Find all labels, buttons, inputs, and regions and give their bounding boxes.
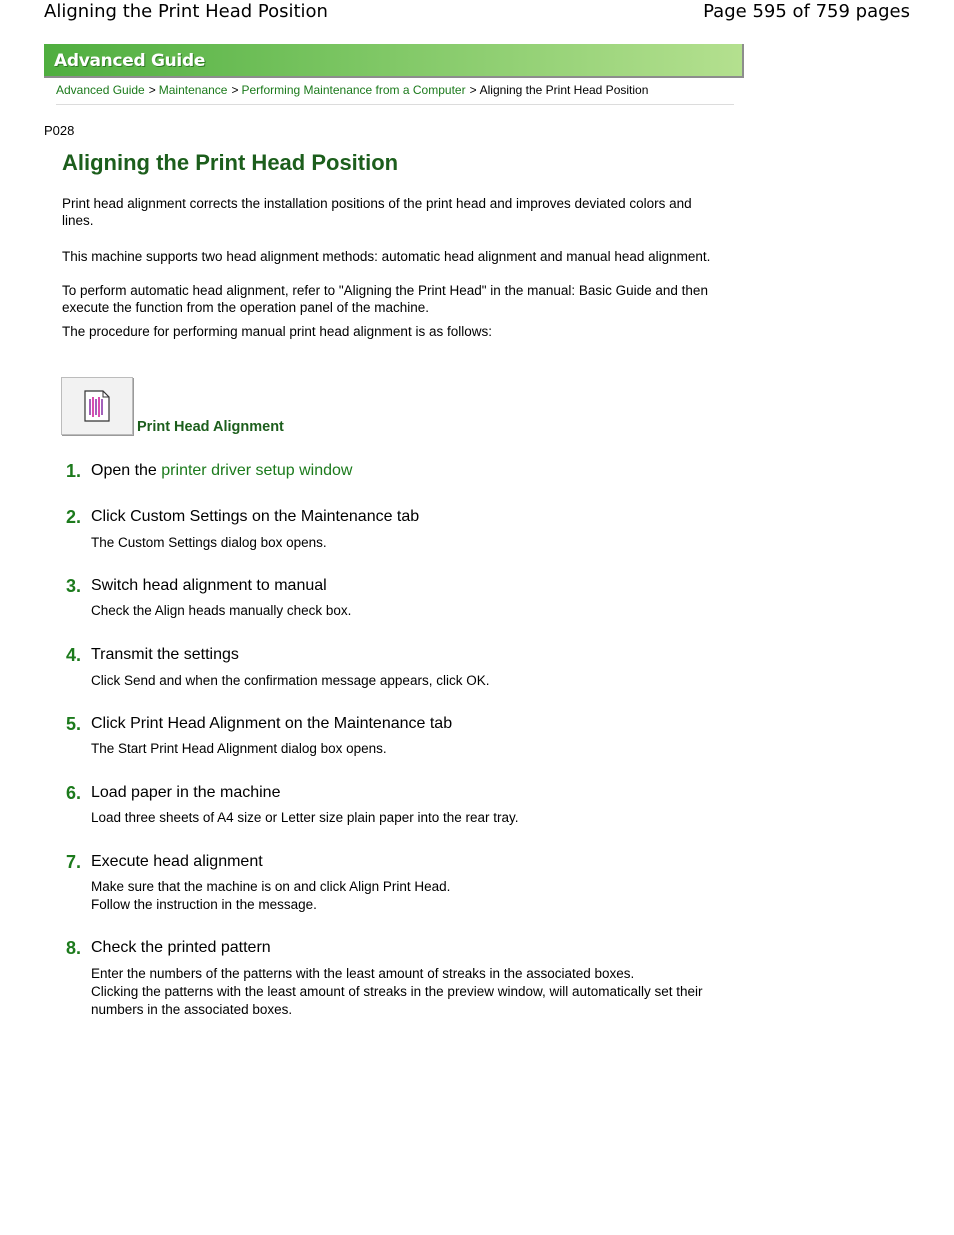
step-description: Follow the instruction in the message.	[91, 897, 317, 912]
step-number: 1.	[66, 461, 82, 481]
step-description: Load three sheets of A4 size or Letter size plain paper into the rear tray.	[91, 810, 519, 825]
breadcrumb-divider	[56, 104, 734, 105]
step-number: 5.	[66, 714, 82, 734]
page-header-title: Aligning the Print Head Position	[44, 1, 328, 22]
step-title-prefix: Open the	[91, 462, 162, 479]
page-counter: Page 595 of 759 pages	[703, 1, 910, 22]
page-title: Aligning the Print Head Position	[62, 150, 399, 175]
methods-paragraph: This machine supports two head alignment methods: automatic head alignment and manual head alignment.	[62, 249, 711, 264]
breadcrumb-advanced-guide[interactable]: Advanced Guide	[56, 83, 145, 97]
step-number: 4.	[66, 645, 82, 665]
procedure-paragraph: The procedure for performing manual print head alignment is as follows:	[62, 324, 492, 339]
banner-label: Advanced Guide	[54, 51, 206, 71]
breadcrumb-separator: >	[469, 83, 477, 97]
step-title: Execute head alignment	[91, 853, 263, 870]
step-description: Make sure that the machine is on and click Align Print Head.	[91, 879, 451, 894]
breadcrumb	[56, 83, 648, 97]
automatic-alignment-paragraph: To perform automatic head alignment, refer to "Aligning the Print Head" in the manual: Basic Guide and then execute the function from the operation panel of the machine.	[62, 283, 708, 315]
print-head-alignment-button[interactable]	[61, 377, 133, 435]
breadcrumb-separator: >	[231, 83, 239, 97]
breadcrumb-maintenance[interactable]: Maintenance	[158, 83, 228, 97]
step-number: 8.	[66, 938, 82, 958]
step-number: 6.	[66, 783, 82, 803]
breadcrumb-separator: >	[148, 83, 156, 97]
step-description: Check the Align heads manually check box.	[91, 603, 352, 618]
intro-paragraph: Print head alignment corrects the installation positions of the print head and improves deviated colors and lines.	[62, 196, 692, 228]
step-description: The Start Print Head Alignment dialog box opens.	[91, 741, 387, 756]
step-description: The Custom Settings dialog box opens.	[91, 535, 327, 550]
step-title: Transmit the settings	[91, 646, 239, 663]
breadcrumb-current: Aligning the Print Head Position	[479, 83, 649, 97]
step-number: 7.	[66, 852, 82, 872]
step-number: 2.	[66, 507, 82, 527]
print-head-alignment-icon	[84, 390, 110, 422]
print-head-alignment-label: Print Head Alignment	[137, 419, 284, 435]
step-title: Check the printed pattern	[91, 939, 271, 956]
page-code: P028	[44, 123, 75, 138]
step-number: 3.	[66, 576, 82, 596]
step-title: Click Print Head Alignment on the Maintenance tab	[91, 715, 453, 732]
step-description: Enter the numbers of the patterns with the least amount of streaks in the associated boxes.	[91, 966, 635, 981]
step-title: Switch head alignment to manual	[91, 577, 327, 594]
printer-driver-setup-link[interactable]: printer driver setup window	[161, 462, 353, 479]
step-description: Click Send and when the confirmation message appears, click OK.	[91, 673, 490, 688]
advanced-guide-banner	[44, 44, 744, 78]
step-title	[91, 462, 352, 480]
breadcrumb-performing-maintenance[interactable]: Performing Maintenance from a Computer	[241, 83, 466, 97]
step-title: Click Custom Settings on the Maintenance tab	[91, 508, 420, 525]
step-description: Clicking the patterns with the least amount of streaks in the preview window, will automatically set their numbers in the associated boxes.	[91, 984, 703, 1017]
step-title: Load paper in the machine	[91, 784, 281, 801]
